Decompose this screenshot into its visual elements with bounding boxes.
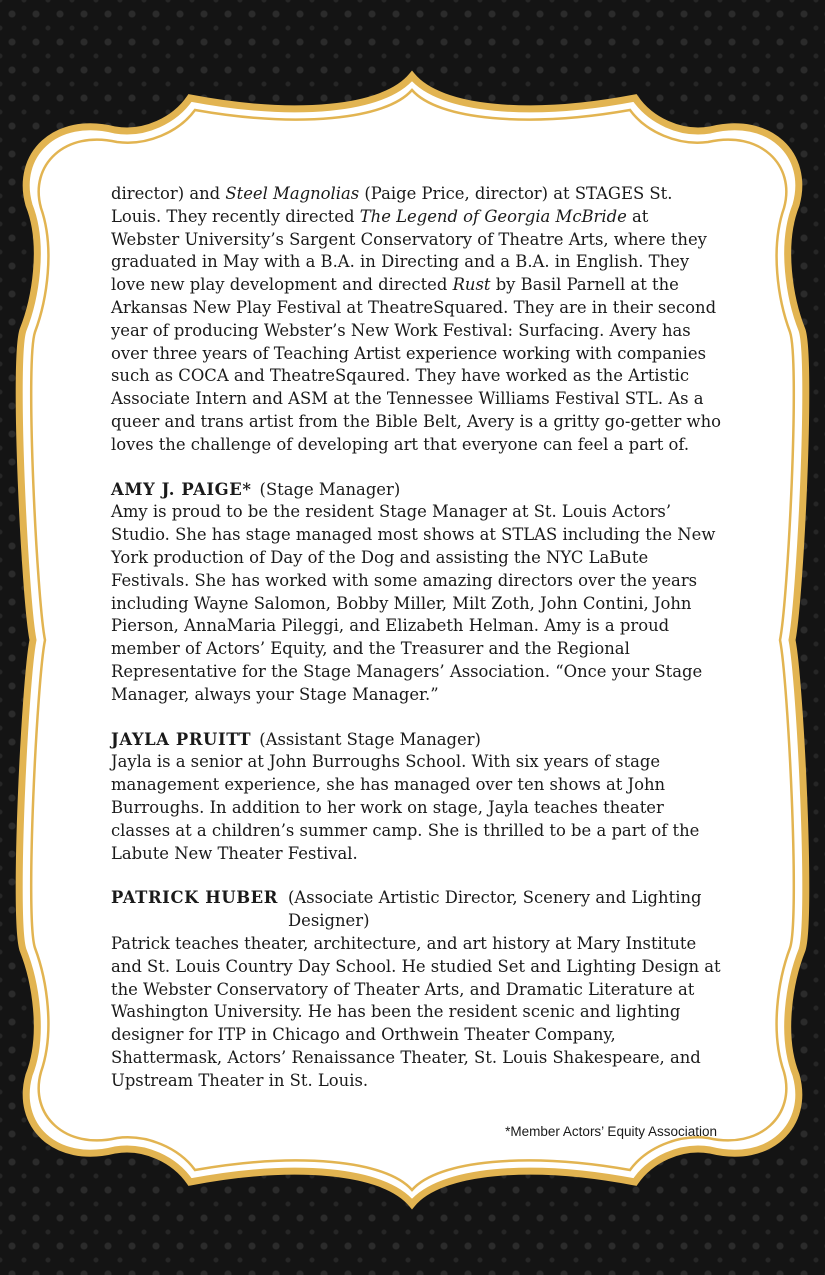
bios-content bbox=[111, 183, 721, 1092]
bio-text: Jayla is a senior at John Burroughs School. With six years of stage management experience, she has managed over ten shows at John Burroughs. In addition to her work on stage, Jayla teaches theater classes at a children’s summer camp. She is thrilled to be a part of the Labute New Theater Festival. bbox=[111, 752, 700, 863]
bio-name: AMY J. PAIGE* bbox=[111, 479, 252, 499]
bio-jayla-pruitt bbox=[111, 729, 721, 866]
bio-text: Patrick teaches theater, architecture, and art history at Mary Institute and St. Louis Country Day School. He studied Set and Lighting Design at the Webster Conservatory of Theater Arts, and Dramatic Literature at Washington University. He has been the resident scenic and lighting designer for ITP in Chicago and Orthwein Theater Company, Shattermask, Actors’ Renaissance Theater, St. Louis Shakespeare, and Upstream Theater in St. Louis. bbox=[111, 933, 721, 1090]
play-title: The Legend of Georgia McBride bbox=[359, 206, 627, 226]
bio-heading bbox=[111, 729, 721, 752]
bio-text: Amy is proud to be the resident Stage Manager at St. Louis Actors’ Studio. She has stage managed most shows at STLAS including the New York production of Day of the Dog and assisting the NYC LaBute Festivals. She has worked with some amazing directors over the years including Wayne Salomon, Bobby Miller, Milt Zoth, John Contini, John Pierson, AnnaMaria Pileggi, and Elizabeth Helman. Amy is a proud member of Actors’ Equity, and the Treasurer and the Regional Representative for the Stage Managers’ Association. “Once your Stage Manager, always your Stage Manager.” bbox=[111, 502, 716, 704]
bio-role: (Assistant Stage Manager) bbox=[259, 729, 481, 749]
bio-heading bbox=[111, 479, 721, 502]
bio-role: (Associate Artistic Director, Scenery and Lighting Designer) bbox=[287, 888, 702, 931]
bio-name: JAYLA PRUITT bbox=[111, 729, 252, 749]
bio-role: (Stage Manager) bbox=[259, 479, 401, 499]
play-title: Steel Magnolias bbox=[225, 184, 360, 203]
bio-amy-paige bbox=[111, 479, 721, 707]
play-title: Rust bbox=[452, 275, 491, 295]
bio-heading bbox=[111, 887, 721, 933]
equity-footnote: *Member Actors’ Equity Association bbox=[505, 1124, 717, 1139]
bio-patrick-huber bbox=[111, 887, 721, 1092]
bio-name: PATRICK HUBER bbox=[111, 888, 278, 908]
intro-paragraph: director) and Steel Magnolias (Paige Price, director) at STAGES St. Louis. They recently directed The Legend of Georgia McBride at Webster University’s Sargent Conservatory of Theatre Arts, where they graduated in May with a B.A. in Directing and a B.A. in English. They love new play development and directed Rust by Basil Parnell at the Arkansas New Play Festival at TheatreSquared. They are in their second year of producing Webster’s New Work Festival: Surfacing. Avery has over three years of Teaching Artist experience working with companies such as COCA and TheatreSqaured. They have worked as the Artistic Associate Intern and ASM at the Tennessee Williams Festival STL. As a queer and trans artist from the Bible Belt, Avery is a gritty go-getter who loves the challenge of developing art that everyone can feel a part of. bbox=[111, 184, 721, 454]
